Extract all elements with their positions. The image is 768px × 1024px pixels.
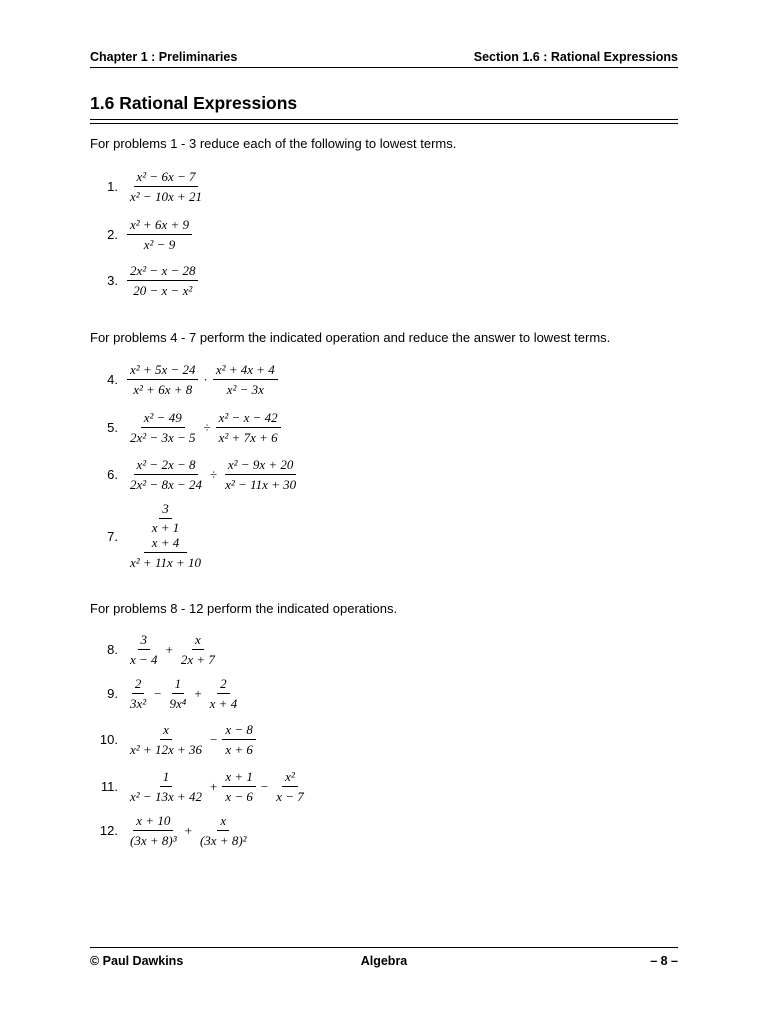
math-expression xyxy=(125,410,283,445)
numerator: x² + 6x + 9 xyxy=(127,217,192,235)
denominator: 20 − x − x² xyxy=(133,283,193,298)
problem-2 xyxy=(90,217,194,252)
page-header xyxy=(90,50,678,68)
math-expression xyxy=(125,457,301,492)
numerator: x + 1 xyxy=(222,769,256,787)
problem-number: 6. xyxy=(107,467,118,482)
title-divider xyxy=(90,119,678,124)
math-expression xyxy=(125,813,252,848)
numerator: x² − 2x − 8 xyxy=(134,457,199,475)
problem-6 xyxy=(90,457,301,492)
header-divider xyxy=(90,67,678,68)
problem-3 xyxy=(90,263,200,298)
copyright: © Paul Dawkins xyxy=(90,954,184,968)
denominator: (3x + 8)³ xyxy=(130,833,177,848)
denominator: x² + 12x + 36 xyxy=(130,742,202,757)
problem-number: 9. xyxy=(107,686,118,701)
numerator: x² − 9x + 20 xyxy=(225,457,296,475)
fraction xyxy=(127,410,198,445)
math-expression xyxy=(125,362,280,397)
math-expression xyxy=(125,217,194,252)
denominator: x − 7 xyxy=(276,789,304,804)
fraction xyxy=(127,813,180,848)
fraction xyxy=(273,769,307,804)
numerator: 3 xyxy=(159,502,172,519)
fraction xyxy=(127,169,205,204)
problem-7 xyxy=(90,502,206,570)
operator: − xyxy=(260,778,269,794)
numerator: 1 xyxy=(172,676,185,694)
denominator: (3x + 8)² xyxy=(199,833,247,848)
chapter-label: Chapter 1 : Preliminaries xyxy=(90,50,238,64)
operator: + xyxy=(165,641,173,657)
problem-12 xyxy=(90,813,252,848)
fraction xyxy=(207,676,241,711)
denominator: x² − 9 xyxy=(143,237,176,252)
numerator: 2 xyxy=(217,676,230,694)
fraction xyxy=(127,362,198,397)
numerator: x + 10 xyxy=(133,813,173,831)
instructions-8-12: For problems 8 - 12 perform the indicated operations. xyxy=(90,601,398,616)
denominator: x² − 13x + 42 xyxy=(130,789,202,804)
denominator: x² − 11x + 30 xyxy=(225,477,297,492)
instructions-4-7: For problems 4 - 7 perform the indicated operation and reduce the answer to lowest terms. xyxy=(90,330,611,345)
fraction xyxy=(127,217,192,252)
fraction xyxy=(149,502,183,535)
denominator: x² + 7x + 6 xyxy=(218,430,278,445)
subject: Algebra xyxy=(360,954,408,968)
operator: ÷ xyxy=(209,466,218,482)
instructions-1-3: For problems 1 - 3 reduce each of the following to lowest terms. xyxy=(90,136,457,151)
fraction xyxy=(127,457,205,492)
numerator: x xyxy=(192,632,204,650)
problem-1 xyxy=(90,169,207,204)
numerator: x² − 49 xyxy=(141,410,185,428)
problem-number: 1. xyxy=(107,179,118,194)
numerator: 2 xyxy=(132,676,145,694)
fraction xyxy=(222,722,256,757)
problem-5 xyxy=(90,410,283,445)
math-expression xyxy=(125,502,206,570)
complex-fraction xyxy=(127,502,204,570)
footer-divider xyxy=(90,947,678,948)
problem-9 xyxy=(90,676,242,711)
fraction xyxy=(216,410,281,445)
denominator: x² − 3x xyxy=(226,382,264,397)
fraction xyxy=(222,769,256,804)
numerator: 1 xyxy=(160,769,173,787)
fraction xyxy=(127,722,205,757)
denominator: 2x + 7 xyxy=(180,652,215,667)
fraction xyxy=(127,632,161,667)
operator: ÷ xyxy=(203,419,211,435)
problem-number: 5. xyxy=(107,420,118,435)
numerator: x² xyxy=(282,769,298,787)
problem-number: 8. xyxy=(107,642,118,657)
numerator: x² − x − 42 xyxy=(216,410,281,428)
denominator: x² − 10x + 21 xyxy=(130,189,202,204)
denominator: x + 6 xyxy=(225,742,253,757)
fraction xyxy=(213,362,278,397)
problem-number: 11. xyxy=(100,779,118,794)
denominator: 2x² − 3x − 5 xyxy=(130,430,196,445)
problem-11 xyxy=(90,769,309,804)
page-number: – 8 – xyxy=(650,954,678,968)
operator: · xyxy=(203,371,208,387)
numerator xyxy=(144,502,188,553)
problem-number: 12. xyxy=(99,823,118,838)
math-expression xyxy=(125,632,220,667)
denominator: x − 6 xyxy=(225,789,253,804)
numerator: x² + 4x + 4 xyxy=(213,362,278,380)
operator: + xyxy=(184,822,192,838)
numerator: x² − 6x − 7 xyxy=(134,169,199,187)
fraction xyxy=(197,813,250,848)
numerator: 3 xyxy=(138,632,151,650)
section-label: Section 1.6 : Rational Expressions xyxy=(473,50,678,64)
denominator: x² + 6x + 8 xyxy=(133,382,193,397)
denominator: x − 4 xyxy=(130,652,158,667)
problem-number: 3. xyxy=(107,273,118,288)
fraction xyxy=(127,263,198,298)
denominator: 9x⁴ xyxy=(169,696,187,711)
math-expression xyxy=(125,722,258,757)
numerator: x xyxy=(217,813,229,831)
fraction xyxy=(127,676,149,711)
numerator: 2x² − x − 28 xyxy=(127,263,198,281)
problem-number: 7. xyxy=(107,528,118,544)
denominator: x + 4 xyxy=(209,696,238,711)
fraction xyxy=(178,632,218,667)
denominator: 3x² xyxy=(130,696,147,711)
fraction xyxy=(127,769,205,804)
numerator: x − 8 xyxy=(222,722,256,740)
operator: + xyxy=(194,685,202,701)
problem-number: 4. xyxy=(107,372,118,387)
problem-number: 10. xyxy=(99,732,118,747)
problem-4 xyxy=(90,362,280,397)
math-expression xyxy=(125,169,207,204)
math-expression xyxy=(125,263,200,298)
denominator: x² + 11x + 10 xyxy=(130,555,202,570)
fraction xyxy=(222,457,299,492)
numerator: x² + 5x − 24 xyxy=(127,362,198,380)
denominator: x + 1 xyxy=(151,520,180,535)
operator: − xyxy=(154,685,162,701)
operator: + xyxy=(209,778,218,794)
numerator: x xyxy=(160,722,172,740)
fraction xyxy=(167,676,190,711)
mid-expression: x + 4 xyxy=(151,535,180,550)
page-title: 1.6 Rational Expressions xyxy=(90,93,298,113)
problem-number: 2. xyxy=(107,227,118,242)
denominator: 2x² − 8x − 24 xyxy=(130,477,202,492)
problem-10 xyxy=(90,722,258,757)
operator: − xyxy=(209,731,218,747)
math-expression xyxy=(125,769,309,804)
math-expression xyxy=(125,676,242,711)
problem-8 xyxy=(90,632,220,667)
